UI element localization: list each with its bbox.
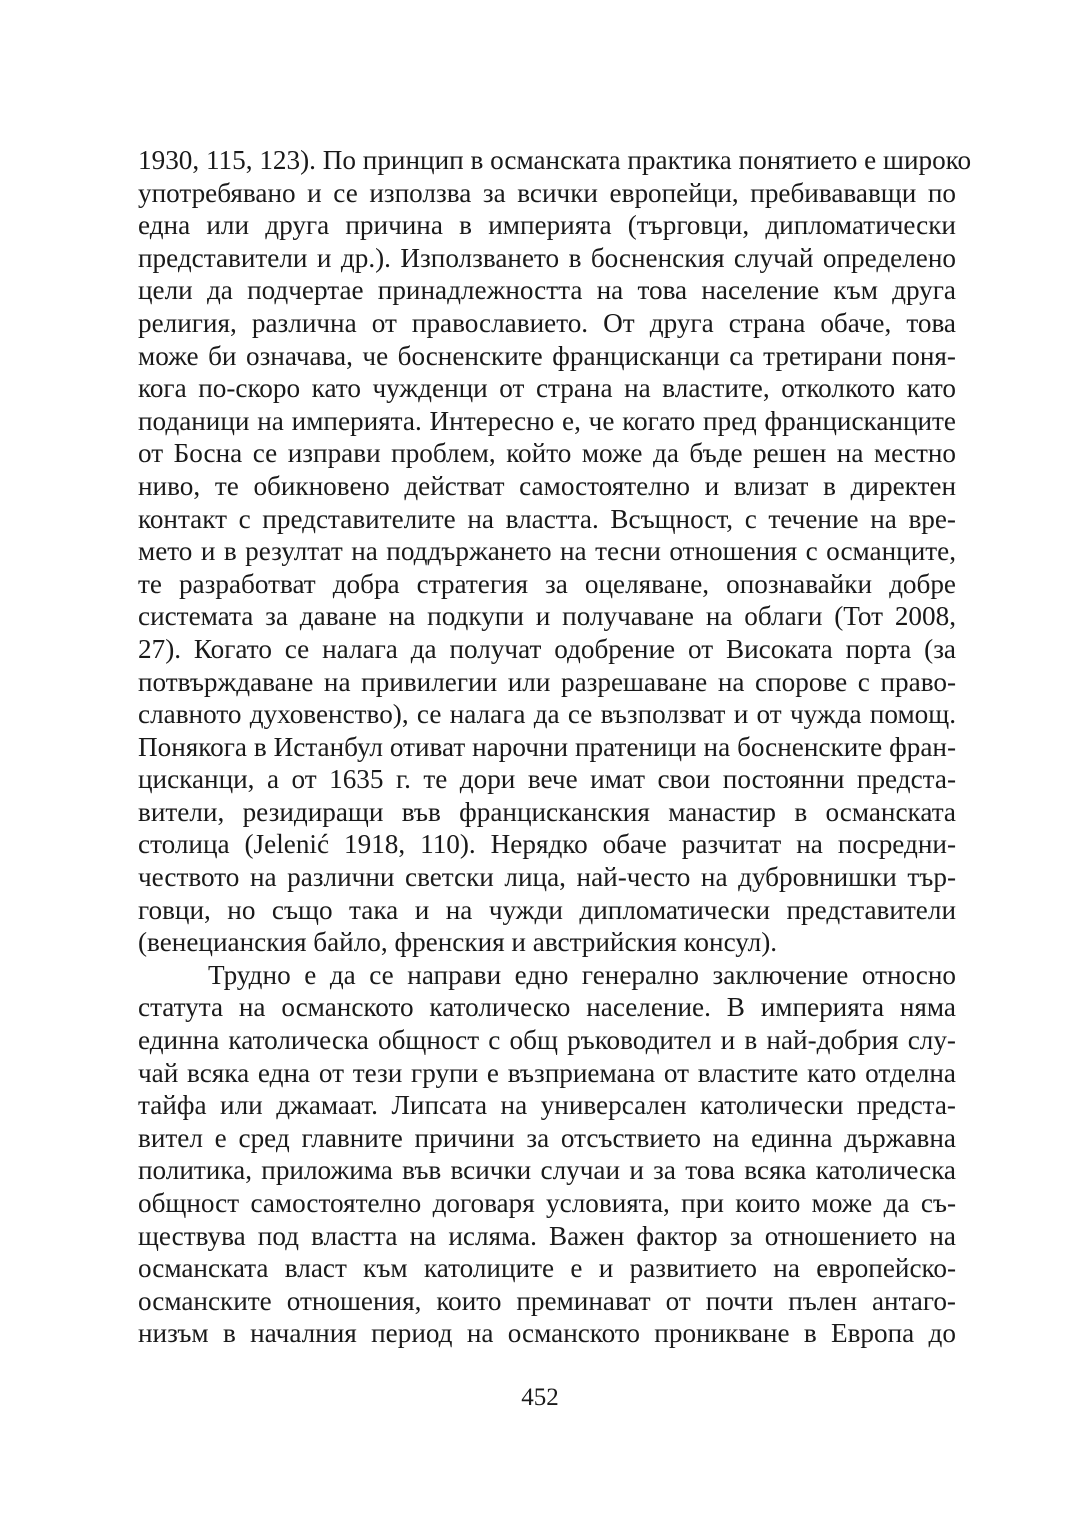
- text-line: тайфа или джамаат. Липсата на универсален католически предста-: [138, 1090, 956, 1121]
- text-line: религия, различна от православието. От друга страна обаче, това: [138, 307, 956, 338]
- text-line: цисканци, а от 1635 г. те дори вече имат свои постоянни предста-: [138, 764, 956, 795]
- text-line: вител е сред главните причини за отсъствието на единна държавна: [138, 1122, 956, 1153]
- text-line: единна католическа общност с общ ръководител и в най-добрия слу-: [138, 1025, 956, 1056]
- text-line: политика, приложима във всички случаи и за това всяка католическа: [138, 1155, 956, 1186]
- text-line: мето и в резултат на поддържането на тесни отношения с османците,: [138, 536, 956, 567]
- text-line: представители и др.). Използването в босненския случай определено: [138, 242, 956, 273]
- page-number: 452: [521, 1384, 559, 1411]
- text-line: 1930, 115, 123). По принцип в османската практика понятието е широко: [138, 145, 972, 175]
- text-line: говци, но също така и на чужди дипломатически представители: [138, 894, 956, 925]
- text-line: османските отношения, които преминават от почти пълен антаго-: [138, 1285, 956, 1316]
- text-line: ществува под властта на исляма. Важен фактор за отношението на: [138, 1220, 956, 1251]
- text-line: системата за даване на подкупи и получаване на облаги (Тот 2008,: [138, 601, 956, 632]
- text-line: (венецианския байло, френския и австрийския консул).: [138, 927, 778, 958]
- paragraph-1: [138, 144, 972, 959]
- text-line: славното духовенство), се налага да се възползват и от чужда помощ.: [138, 699, 956, 730]
- text-line: чай всяка една от тези групи е възприемана от властите като отделна: [138, 1057, 956, 1088]
- text-line: една или друга причина в империята (търговци, дипломатически: [138, 210, 956, 241]
- text-line: те разработват добра стратегия за оцеляване, опознавайки добре: [138, 568, 956, 599]
- text-line: потвърждаване на привилегии или разрешаване на спорове с право-: [138, 666, 956, 697]
- text-line: ниво, те обикновено действат самостоятелно и влизат в директен: [138, 470, 956, 501]
- text-line: употребявано и се използва за всички европейци, пребивававщи по: [138, 177, 956, 208]
- text-line: Понякога в Истанбул отиват нарочни пратеници на босненските фран-: [138, 731, 956, 762]
- text-line: османската власт към католиците е и развитието на европейско-: [138, 1253, 956, 1284]
- text-line: поданици на империята. Интересно е, че когато пред францисканците: [138, 405, 956, 436]
- text-line: чеството на различни светски лица, най-често на дубровнишки тър-: [138, 862, 956, 893]
- text-line: общност самостоятелно договаря условията, при които може да съ-: [138, 1188, 956, 1218]
- text-line: статута на османското католическо население. В империята няма: [138, 992, 956, 1023]
- body-text: [138, 144, 972, 1350]
- text-line: цели да подчертае принадлежността на това население към друга: [138, 275, 956, 306]
- text-line: контакт с представителите на властта. Всъщност, с течение на вре-: [138, 503, 956, 534]
- text-line: може би означава, че босненските францисканци са третирани поня-: [138, 340, 956, 371]
- text-line: кога по-скоро като чужденци от страна на властите, отколкото като: [138, 373, 956, 404]
- text-line: столица (Jelenić 1918, 110). Нерядко обаче разчитат на посредни-: [138, 829, 956, 860]
- text-line: 27). Когато се налага да получат одобрение от Високата порта (за: [138, 633, 956, 664]
- paragraph-2: [138, 959, 956, 1350]
- text-line: вители, резидиращи във францисканския манастир в османската: [138, 796, 956, 827]
- text-line: от Босна се изправи проблем, който може да бъде решен на местно: [138, 438, 956, 469]
- text-line: Трудно е да се направи едно генерално заключение относно: [208, 959, 956, 990]
- text-line: низъм в началния период на османското проникване в Европа до: [138, 1318, 956, 1349]
